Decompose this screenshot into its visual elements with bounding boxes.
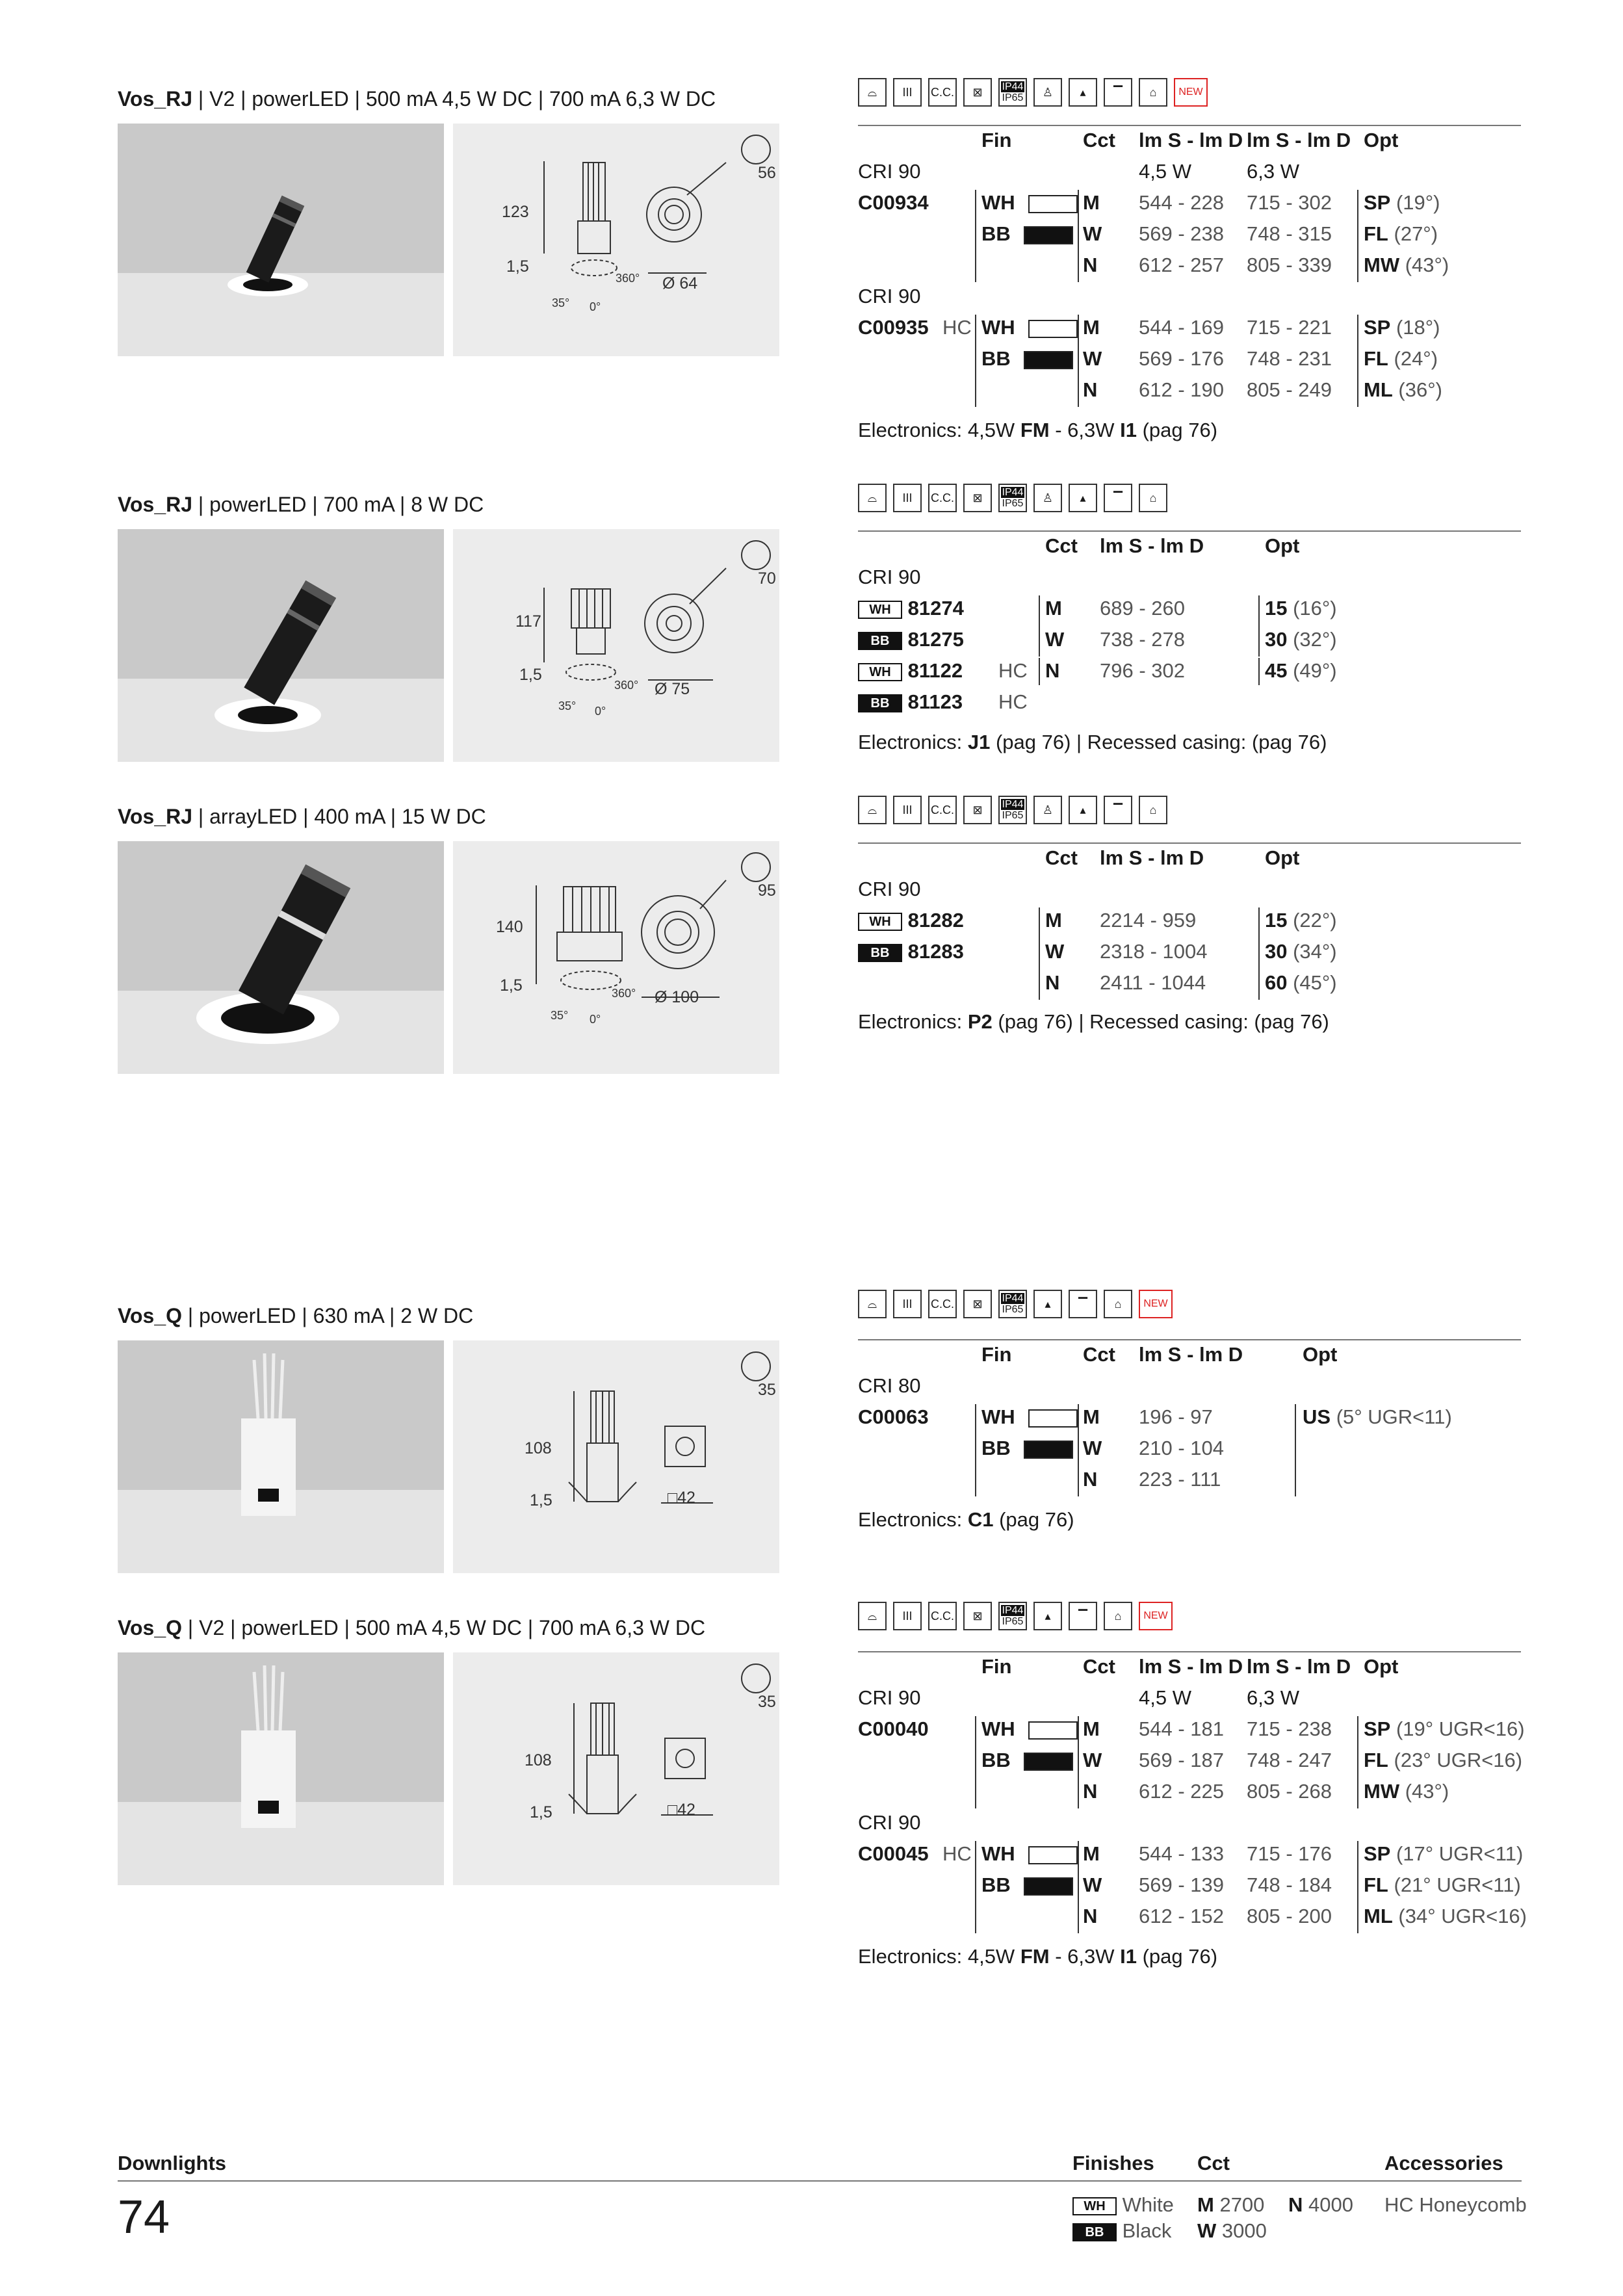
lumen-value: 569 - 139 bbox=[1139, 1873, 1224, 1896]
technical-drawing bbox=[453, 1652, 779, 1885]
cct-value: W bbox=[1083, 347, 1102, 370]
tilt-label: 35° bbox=[558, 699, 577, 712]
product-code: C00935 bbox=[858, 316, 929, 339]
cri-label: CRI 90 bbox=[858, 160, 921, 183]
divider bbox=[858, 1339, 1521, 1340]
lumen-value: 748 - 247 bbox=[1247, 1749, 1332, 1771]
class-iii-icon: III bbox=[893, 1290, 922, 1318]
beam-icon: ▴ bbox=[1069, 484, 1097, 512]
no-insulation-icon: ⊠ bbox=[963, 78, 992, 107]
flush-icon: ▔ bbox=[1104, 796, 1132, 824]
ceiling-icon: ⌂ bbox=[1104, 1602, 1132, 1630]
lumen-value: 2411 - 1044 bbox=[1100, 971, 1206, 994]
cct-value: N bbox=[1083, 378, 1098, 401]
beam-angle-label: 35 bbox=[758, 1381, 776, 1399]
cri-label: CRI 90 bbox=[858, 1686, 921, 1709]
divider bbox=[858, 1651, 1521, 1652]
hc-label: HC bbox=[942, 1842, 972, 1865]
product-code: C00045 bbox=[858, 1842, 929, 1865]
ceiling-icon: ⌂ bbox=[1139, 78, 1167, 107]
lumen-value: 544 - 169 bbox=[1139, 316, 1224, 339]
beam-icon: ▴ bbox=[1033, 1602, 1062, 1630]
lumen-value: 612 - 225 bbox=[1139, 1780, 1224, 1803]
col-header-lm: lm S - lm D bbox=[1100, 534, 1204, 557]
height-dimension: 108 bbox=[525, 1439, 552, 1457]
cri-label: CRI 80 bbox=[858, 1374, 921, 1397]
divider bbox=[858, 125, 1521, 126]
footer-category: Downlights bbox=[118, 2152, 227, 2174]
col-header-fin: Fin bbox=[981, 1655, 1012, 1678]
ceiling-icon: ⌂ bbox=[1104, 1290, 1132, 1318]
class-iii-icon: III bbox=[893, 1602, 922, 1630]
lumen-value: 223 - 111 bbox=[1139, 1468, 1221, 1491]
optic-value: 45 (49°) bbox=[1265, 659, 1337, 682]
cc-icon: C.C. bbox=[928, 1602, 957, 1630]
lumen-value: 569 - 187 bbox=[1139, 1749, 1224, 1771]
cri-label: CRI 90 bbox=[858, 285, 921, 307]
section-title: Vos_RJ | powerLED | 700 mA | 8 W DC bbox=[118, 493, 484, 516]
wattage-2: 6,3 W bbox=[1247, 160, 1299, 183]
beam-icon: ▴ bbox=[1033, 1290, 1062, 1318]
lumen-value: 2318 - 1004 bbox=[1100, 940, 1208, 963]
lamp-icon: ♙ bbox=[1033, 796, 1062, 824]
optic-value: FL (24°) bbox=[1364, 347, 1438, 370]
icon-row bbox=[858, 77, 1208, 108]
offset-dimension: 1,5 bbox=[530, 1491, 552, 1509]
cct-value: W bbox=[1083, 222, 1102, 245]
lumen-value: 210 - 104 bbox=[1139, 1437, 1224, 1459]
lumen-value: 544 - 228 bbox=[1139, 191, 1224, 214]
zero-label: 0° bbox=[595, 705, 606, 718]
cct-n: N 4000 bbox=[1288, 2193, 1353, 2216]
product-row: WH 81274 bbox=[858, 597, 964, 620]
lumen-value: 748 - 231 bbox=[1247, 347, 1332, 370]
diameter-label: Ø 75 bbox=[655, 680, 690, 698]
square-size-label: □42 bbox=[668, 1489, 695, 1507]
beam-angle-label: 35 bbox=[758, 1693, 776, 1711]
hc-label: HC bbox=[942, 316, 972, 339]
optic-value: 60 (45°) bbox=[1265, 971, 1337, 994]
lumen-value: 748 - 315 bbox=[1247, 222, 1332, 245]
offset-dimension: 1,5 bbox=[519, 666, 542, 684]
col-header-opt: Opt bbox=[1364, 1655, 1399, 1678]
page-number: 74 bbox=[118, 2191, 170, 2243]
diameter-label: Ø 64 bbox=[662, 274, 698, 293]
col-header-opt: Opt bbox=[1303, 1343, 1338, 1366]
optic-value: 15 (22°) bbox=[1265, 909, 1337, 932]
optic-value: ML (36°) bbox=[1364, 378, 1442, 401]
cct-value: N bbox=[1083, 254, 1098, 276]
divider bbox=[858, 842, 1521, 844]
optic-value: SP (17° UGR<11) bbox=[1364, 1842, 1524, 1865]
offset-dimension: 1,5 bbox=[500, 976, 523, 995]
lumen-value: 805 - 249 bbox=[1247, 378, 1332, 401]
finish-row: WH bbox=[981, 191, 1078, 215]
electronics-note: Electronics: J1 (pag 76) | Recessed casing: (pag 76) bbox=[858, 731, 1327, 753]
col-header-lm-2: lm S - lm D bbox=[1247, 1655, 1351, 1678]
product-row: WH 81122 bbox=[858, 659, 963, 683]
class-iii-icon: III bbox=[893, 78, 922, 107]
zero-label: 0° bbox=[590, 300, 601, 313]
col-header-cct: Cct bbox=[1083, 1343, 1115, 1366]
finish-row: WH bbox=[981, 1717, 1078, 1741]
recessed-icon: ⌓ bbox=[858, 1602, 887, 1630]
flush-icon: ▔ bbox=[1104, 78, 1132, 107]
optic-value: MW (43°) bbox=[1364, 1780, 1449, 1803]
col-header-opt: Opt bbox=[1364, 129, 1399, 151]
divider bbox=[858, 530, 1521, 532]
cct-value: W bbox=[1083, 1873, 1102, 1896]
recessed-icon: ⌓ bbox=[858, 484, 887, 512]
lamp-icon: ♙ bbox=[1033, 78, 1062, 107]
cc-icon: C.C. bbox=[928, 796, 957, 824]
ip-rating-icon: IP44 IP65 bbox=[998, 484, 1027, 512]
cct-value: N bbox=[1083, 1905, 1098, 1927]
beam-angle-label: 95 bbox=[758, 881, 776, 900]
cct-w: W 3000 bbox=[1197, 2219, 1267, 2242]
wattage-2: 6,3 W bbox=[1247, 1686, 1299, 1709]
cct-value: M bbox=[1083, 1405, 1100, 1428]
cct-value: W bbox=[1083, 1749, 1102, 1771]
recessed-icon: ⌓ bbox=[858, 796, 887, 824]
optic-value: SP (19°) bbox=[1364, 191, 1440, 214]
lumen-value: 805 - 200 bbox=[1247, 1905, 1332, 1927]
height-dimension: 108 bbox=[525, 1751, 552, 1769]
ceiling-icon: ⌂ bbox=[1139, 796, 1167, 824]
beam-angle-label: 70 bbox=[758, 569, 776, 588]
product-photo bbox=[118, 841, 444, 1074]
electronics-note: Electronics: 4,5W FM - 6,3W I1 (pag 76) bbox=[858, 419, 1218, 441]
ip-rating-icon: IP44 IP65 bbox=[998, 1602, 1027, 1630]
optic-value: SP (19° UGR<16) bbox=[1364, 1717, 1525, 1740]
lumen-value: 544 - 133 bbox=[1139, 1842, 1224, 1865]
hc-label: HC bbox=[998, 690, 1028, 713]
new-badge: NEW bbox=[1174, 78, 1208, 107]
section-title: Vos_RJ | V2 | powerLED | 500 mA 4,5 W DC | 700 mA 6,3 W DC bbox=[118, 87, 716, 111]
cct-value: N bbox=[1045, 971, 1060, 994]
new-badge: NEW bbox=[1139, 1602, 1173, 1630]
no-insulation-icon: ⊠ bbox=[963, 1290, 992, 1318]
product-photo bbox=[118, 529, 444, 762]
electronics-note: Electronics: P2 (pag 76) | Recessed casing: (pag 76) bbox=[858, 1010, 1329, 1033]
product-row: WH 81282 bbox=[858, 909, 964, 932]
technical-drawing bbox=[453, 529, 779, 762]
electronics-note: Electronics: 4,5W FM - 6,3W I1 (pag 76) bbox=[858, 1945, 1218, 1968]
ceiling-icon: ⌂ bbox=[1139, 484, 1167, 512]
optic-value: 30 (34°) bbox=[1265, 940, 1337, 963]
icon-row bbox=[858, 794, 1167, 826]
product-photo bbox=[118, 1652, 444, 1885]
cc-icon: C.C. bbox=[928, 484, 957, 512]
optic-value: US (5° UGR<11) bbox=[1303, 1405, 1452, 1428]
cct-value: W bbox=[1045, 628, 1065, 651]
technical-drawing bbox=[453, 841, 779, 1074]
lumen-value: 569 - 176 bbox=[1139, 347, 1224, 370]
finish-row: WH bbox=[981, 1842, 1078, 1866]
lumen-value: 612 - 190 bbox=[1139, 378, 1224, 401]
product-code: C00063 bbox=[858, 1405, 929, 1428]
technical-drawing bbox=[453, 124, 779, 356]
lumen-value: 569 - 238 bbox=[1139, 222, 1224, 245]
technical-drawing bbox=[453, 1340, 779, 1573]
finish-black: BB Black bbox=[1072, 2219, 1171, 2243]
col-header-cct: Cct bbox=[1045, 534, 1078, 557]
height-dimension: 140 bbox=[496, 918, 523, 936]
col-header-opt: Opt bbox=[1265, 534, 1300, 557]
col-header-lm: lm S - lm D bbox=[1100, 846, 1204, 869]
finish-row: BB bbox=[981, 1873, 1073, 1897]
beam-angle-label: 56 bbox=[758, 164, 776, 182]
offset-dimension: 1,5 bbox=[506, 257, 529, 276]
ip-rating-icon: IP44 IP65 bbox=[998, 1290, 1027, 1318]
col-header-cct: Cct bbox=[1045, 846, 1078, 869]
new-badge: NEW bbox=[1139, 1290, 1173, 1318]
product-row: BB 81123 bbox=[858, 690, 963, 714]
optic-value: 15 (16°) bbox=[1265, 597, 1337, 620]
finish-row: BB bbox=[981, 1749, 1073, 1772]
finish-row: WH bbox=[981, 316, 1078, 339]
optic-value: FL (23° UGR<16) bbox=[1364, 1749, 1523, 1771]
lumen-value: 715 - 238 bbox=[1247, 1717, 1332, 1740]
rotation-label: 360° bbox=[612, 987, 636, 1000]
lumen-value: 805 - 268 bbox=[1247, 1780, 1332, 1803]
electronics-note: Electronics: C1 (pag 76) bbox=[858, 1508, 1074, 1531]
product-row: BB 81283 bbox=[858, 940, 964, 963]
finish-row: BB bbox=[981, 1437, 1073, 1460]
no-insulation-icon: ⊠ bbox=[963, 796, 992, 824]
col-header-cct: Cct bbox=[1083, 1655, 1115, 1678]
icon-row bbox=[858, 482, 1167, 514]
beam-icon: ▴ bbox=[1069, 796, 1097, 824]
col-header-lm-1: lm S - lm D bbox=[1139, 1655, 1243, 1678]
col-header-lm-1: lm S - lm D bbox=[1139, 129, 1243, 151]
footer-rule bbox=[118, 2180, 1522, 2182]
finish-row: BB bbox=[981, 222, 1073, 246]
optic-value: SP (18°) bbox=[1364, 316, 1440, 339]
wattage-1: 4,5 W bbox=[1139, 1686, 1191, 1709]
offset-dimension: 1,5 bbox=[530, 1803, 552, 1821]
height-dimension: 123 bbox=[502, 203, 529, 221]
recessed-icon: ⌓ bbox=[858, 1290, 887, 1318]
lumen-value: 715 - 221 bbox=[1247, 316, 1332, 339]
cct-value: W bbox=[1083, 1437, 1102, 1459]
section-title: Vos_RJ | arrayLED | 400 mA | 15 W DC bbox=[118, 805, 486, 828]
hc-label: HC bbox=[998, 659, 1028, 682]
optic-value: ML (34° UGR<16) bbox=[1364, 1905, 1527, 1927]
cct-value: M bbox=[1083, 191, 1100, 214]
lumen-value: 805 - 339 bbox=[1247, 254, 1332, 276]
rotation-label: 360° bbox=[616, 272, 640, 285]
optic-value: FL (21° UGR<11) bbox=[1364, 1873, 1521, 1896]
cri-label: CRI 90 bbox=[858, 566, 921, 588]
cct-value: M bbox=[1083, 1842, 1100, 1865]
no-insulation-icon: ⊠ bbox=[963, 1602, 992, 1630]
optic-value: MW (43°) bbox=[1364, 254, 1449, 276]
black-swatch bbox=[1024, 226, 1073, 244]
icon-row bbox=[858, 1288, 1173, 1320]
lumen-value: 612 - 152 bbox=[1139, 1905, 1224, 1927]
cct-value: N bbox=[1083, 1468, 1098, 1491]
icon-row bbox=[858, 1600, 1173, 1632]
class-iii-icon: III bbox=[893, 484, 922, 512]
lumen-value: 715 - 302 bbox=[1247, 191, 1332, 214]
col-header-lm: lm S - lm D bbox=[1139, 1343, 1243, 1366]
finish-row: WH bbox=[981, 1405, 1078, 1429]
cct-value: W bbox=[1045, 940, 1065, 963]
product-row: BB 81275 bbox=[858, 628, 964, 651]
col-header-cct: Cct bbox=[1083, 129, 1115, 151]
cct-value: M bbox=[1083, 316, 1100, 339]
optic-value: FL (27°) bbox=[1364, 222, 1438, 245]
accessory-hc: HC Honeycomb bbox=[1384, 2193, 1527, 2216]
white-swatch bbox=[1028, 195, 1078, 213]
product-code: C00934 bbox=[858, 191, 929, 214]
cct-value: N bbox=[1045, 659, 1060, 682]
lumen-value: 689 - 260 bbox=[1100, 597, 1185, 620]
height-dimension: 117 bbox=[515, 612, 541, 631]
cri-label: CRI 90 bbox=[858, 1811, 921, 1834]
tilt-label: 35° bbox=[552, 296, 570, 309]
zero-label: 0° bbox=[590, 1013, 601, 1026]
product-photo bbox=[118, 124, 444, 356]
ip-rating-icon: IP44 IP65 bbox=[998, 78, 1027, 107]
col-header-lm-2: lm S - lm D bbox=[1247, 129, 1351, 151]
lumen-value: 748 - 184 bbox=[1247, 1873, 1332, 1896]
finish-white: WH White bbox=[1072, 2193, 1174, 2217]
flush-icon: ▔ bbox=[1104, 484, 1132, 512]
cc-icon: C.C. bbox=[928, 78, 957, 107]
col-header-fin: Fin bbox=[981, 1343, 1012, 1366]
lumen-value: 544 - 181 bbox=[1139, 1717, 1224, 1740]
accessories-label: Accessories bbox=[1384, 2152, 1503, 2174]
diameter-label: Ø 100 bbox=[655, 988, 699, 1006]
rotation-label: 360° bbox=[614, 679, 639, 692]
square-size-label: □42 bbox=[668, 1801, 695, 1819]
recessed-icon: ⌓ bbox=[858, 78, 887, 107]
lumen-value: 796 - 302 bbox=[1100, 659, 1185, 682]
cct-value: N bbox=[1083, 1780, 1098, 1803]
lumen-value: 738 - 278 bbox=[1100, 628, 1185, 651]
ip-rating-icon: IP44 IP65 bbox=[998, 796, 1027, 824]
flush-icon: ▔ bbox=[1069, 1290, 1097, 1318]
lamp-icon: ♙ bbox=[1033, 484, 1062, 512]
flush-icon: ▔ bbox=[1069, 1602, 1097, 1630]
col-header-opt: Opt bbox=[1265, 846, 1300, 869]
product-code: C00040 bbox=[858, 1717, 929, 1740]
beam-icon: ▴ bbox=[1069, 78, 1097, 107]
tilt-label: 35° bbox=[551, 1009, 569, 1022]
cct-label: Cct bbox=[1197, 2152, 1230, 2174]
optic-value: 30 (32°) bbox=[1265, 628, 1337, 651]
cct-value: M bbox=[1045, 597, 1062, 620]
lumen-value: 196 - 97 bbox=[1139, 1405, 1213, 1428]
cct-value: M bbox=[1045, 909, 1062, 932]
wattage-1: 4,5 W bbox=[1139, 160, 1191, 183]
finishes-label: Finishes bbox=[1072, 2152, 1154, 2174]
cct-value: M bbox=[1083, 1717, 1100, 1740]
no-insulation-icon: ⊠ bbox=[963, 484, 992, 512]
class-iii-icon: III bbox=[893, 796, 922, 824]
lumen-value: 715 - 176 bbox=[1247, 1842, 1332, 1865]
cc-icon: C.C. bbox=[928, 1290, 957, 1318]
lumen-value: 612 - 257 bbox=[1139, 254, 1224, 276]
finish-row: BB bbox=[981, 347, 1073, 371]
cri-label: CRI 90 bbox=[858, 878, 921, 900]
product-photo bbox=[118, 1340, 444, 1573]
section-title: Vos_Q | V2 | powerLED | 500 mA 4,5 W DC | 700 mA 6,3 W DC bbox=[118, 1616, 706, 1639]
col-header-fin: Fin bbox=[981, 129, 1012, 151]
cct-m: M 2700 bbox=[1197, 2193, 1265, 2216]
lumen-value: 2214 - 959 bbox=[1100, 909, 1197, 932]
section-title: Vos_Q | powerLED | 630 mA | 2 W DC bbox=[118, 1304, 474, 1327]
